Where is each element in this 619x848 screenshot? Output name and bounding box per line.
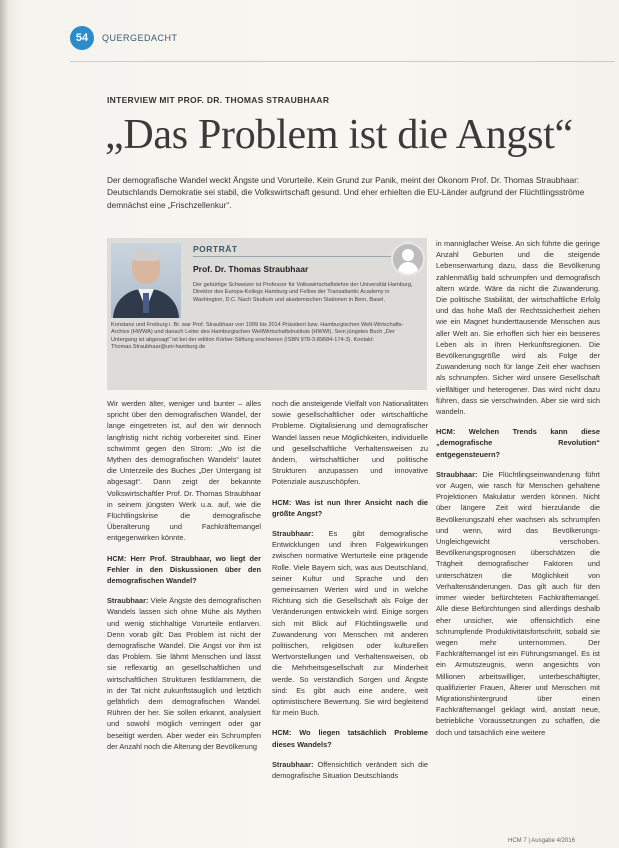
interview-answer	[436, 469, 600, 738]
article-lead: Der demografische Wandel weckt Ängste und Vorurteile. Kein Grund zur Panik, meint der Ökonom Prof. Dr. Thomas Straubhaar: Deutschlands Demokratie sei stabil, die Volkswirtschaft gesund. Und eher erhielten die EU-Länder aufgrund der Flüchtlingsströme demnächst eine „Frischzellenkur“.	[107, 175, 585, 210]
interview-question: HCM: Herr Prof. Straubhaar, wo liegt der Fehler in den Diskussionen über den demografischen Wandel?	[107, 553, 261, 586]
answer-text: Die Flüchtlingseinwanderung führt vor Augen, wie rasch für Menschen gehaltene Projektionen Makulatur werden können. Nicht über längere Zeit wird hierzulande die Bevölkerungszahl eher wachsen als schrumpfen und wenn, wird das Bevölkerungs-Ungleichgewicht verschoben. Bevölkerungsprognosen überschätzen die Trägheit demografischer Faktoren und unterschätzen die Möglichkeit von Verhaltensänderungen. Das gilt auch für den immer wieder befürchteten Fachkräftemangel. Alle diese Befürchtungen sind allerdings deshalb eher unsicher, wie offensichtlich eine schrumpfende Produktivitätsfortschritt, sobald sie wegen mehr unternommen. Der Fachkräftemangel ist ein Führungsmangel. Es ist ein Armutszeugnis, wenn angesichts von Millionen arbeitswilliger, unterbeschäftigter, qualifizierter Frauen, Älterer und Menschen mit Migrationshintergrund über einen Fachkräftemangel geklagt wird, anstatt neue, betriebliche Voraussetzungen zu schaffen, die doch und tatsächlich eine weitere	[436, 469, 600, 737]
article-column-2	[272, 398, 428, 838]
portrait-label: PORTRÄT	[193, 244, 238, 254]
interview-answer	[272, 759, 428, 781]
portrait-box	[107, 238, 427, 390]
interview-question: HCM: Welchen Trends kann diese „demografische Revolution“ entgegensteuern?	[436, 427, 600, 459]
portrait-bio-bottom: Konstanz und Freiburg i. Br. war Prof. Straubhaar von 1999 bis 2014 Präsident bzw. Hamburgischen Welt-Wirtschafts-Archivs (HWWA) und danach Leiter des Hamburgischen WeltWirtschaftsInstituts (HWWI). Sein jüngstes Buch „Der Untergang ist abgesagt“ ist bei der edition Körber-Stiftung erschienen (ISBN 978-3-89684-174-3). Kontakt: Thomas.Straubhaar@uni-hamburg.de	[111, 322, 404, 350]
article-column-1	[107, 398, 261, 838]
interview-answer	[107, 595, 261, 752]
interview-answer	[272, 528, 428, 718]
speaker-label: Straubhaar:	[272, 759, 314, 769]
portrait-bio-top: Der gebürtige Schweizer ist Professor für Volkswirtschaftslehre der Universität Hamburg, Direktor des Europa-Kollegs Hamburg und Fellow der Transatlantic Academy in Washington, D.C. Nach Studium und akademischen Stationen in Bern, Basel,	[193, 282, 413, 303]
page-footer: HCM 7 | Ausgabe 4/2016	[508, 838, 575, 844]
answer-text: Es gibt demografische Entwicklungen und ihren Folgewirkungen zwischen normative Werturteile eine prägende Rolle. Viele Bayern sich, was aus Deutschland, seiner Kultur und Sprache und den gemeinsamen Werten wird und in welche Richtung sich die Gesellschaft als Folge der Veränderungen entwickeln wird. Einige sorgen sich mit Blick auf Flüchtlingswelle und Zuwanderung von Menschen mit anderen politischen, religiösen oder kulturellen Wertvorstellungen und Verhaltensweisen, ob die Mehrheitsgesellschaft zur Minderheit werde. So verständlich Sorgen und Ängste sind: Es gibt auch eine andere, weit optimistischere Bewertung. Sie wird begleitend für mein Buch.	[272, 529, 428, 718]
intro-paragraph: Wir werden älter, weniger und bunter – alles spricht über den demografischen Wandel, der lange eingetreten ist, auf den wir dennoch langfristig nicht richtig vorbereitet sind. Einer schwimmt gegen den Strom: „Wo ist die Mythen des demografischen Wandels“ lautet die Unterzeile des Buches „Der Untergang ist abgesagt“. Dann zeigt der bekannte Volkswirtschaftler Prof. Dr. Thomas Straubhaar in seinem jüngsten Werk u.a. auf, wie die Flüchtlingskrise die demografische Überalterung und Fachkräftemangel entgegenwirken könnte.	[107, 399, 261, 543]
section-label: QUERGEDACHT	[102, 33, 178, 43]
article-headline: „Das Problem ist die Angst“	[105, 112, 573, 158]
article-column-3	[436, 238, 600, 828]
answer-text: Viele Ängste des demografischen Wandels lassen sich ohne Mühe als Mythen und wenig stichhaltige Vorurteile entlarven. Denn vorab gilt: Das Problem ist nicht der demografische Wandel. Die Angst vor ihm ist das Problem. Sie lähmt Menschen und lässt sie reflexartig an gesellschaftlichen und wirtschaftlichen Strukturen festklammern, die in der Tat nicht zukunftstauglich und letztlich gefährlich dem demografischen Wandel. Rühren der her. Sie sollen erkannt, analysiert und sowohl möglich verringert oder gar beseitigt werden. Aber weder ein Schrumpfen der Anzahl noch die Alterung der Bevölkerung	[107, 596, 261, 751]
portrait-divider	[193, 256, 403, 257]
speaker-label: Straubhaar:	[107, 596, 149, 606]
interview-question: HCM: Wo liegen tatsächlich Probleme dieses Wandels?	[272, 728, 428, 749]
speaker-label: Straubhaar:	[436, 469, 478, 479]
article-kicker: INTERVIEW MIT PROF. DR. THOMAS STRAUBHAAR	[107, 95, 330, 105]
author-photo	[111, 243, 181, 318]
header-divider	[70, 61, 615, 62]
page-header	[70, 26, 178, 50]
speaker-label: Straubhaar:	[272, 529, 314, 539]
page-spine-shadow	[0, 0, 8, 848]
person-icon	[391, 242, 425, 276]
body-paragraph: in mannigfacher Weise. An sich führte die geringe Anzahl Geburten und die steigende Lebenserwartung dazu, dass die Bevölkerung zahlenmäßig bald schrumpfen und demografisch altern würde. Wäre da nicht die Zuwanderung. Die politische Stabilität, der wirtschaftliche Erfolg und das hohe Maß der Rechtssicherheit ziehen wie ein Magnet hunderttausende Menschen aus aller Welt an. Sie erhoffen sich hier ein besseres Leben als in ihren Herkunftsregionen. Die Bevölkerungsgröße wird als Folge der Zuwanderung noch für lange Zeit eher wachsen als schrumpfen. Sicher wird unsere Gesellschaft vielfältiger und heterogener. Das wird nicht dazu führen, dass sie verschwinden. Aber sie wird sich wandeln.	[436, 239, 600, 417]
portrait-name: Prof. Dr. Thomas Straubhaar	[193, 264, 309, 274]
interview-question: HCM: Was ist nun Ihrer Ansicht nach die größte Angst?	[272, 497, 428, 518]
page-number-badge: 54	[70, 26, 94, 50]
answer-text: Offensichtlich verändert sich die demografische Situation Deutschlands	[272, 759, 428, 781]
body-paragraph: noch die ansteigende Vielfalt von Nationalitäten sowie gesellschaftlicher oder wirtschaftliche Probleme. Digitalisierung und demografischer Wandel lassen neue Möglichkeiten, individuelle und gesellschaftliche Verhaltensweisen zu ändern, wirtschaftlicher und politische Strukturen anzupassen und innovative Potenziale auszuschöpfen.	[272, 399, 428, 487]
